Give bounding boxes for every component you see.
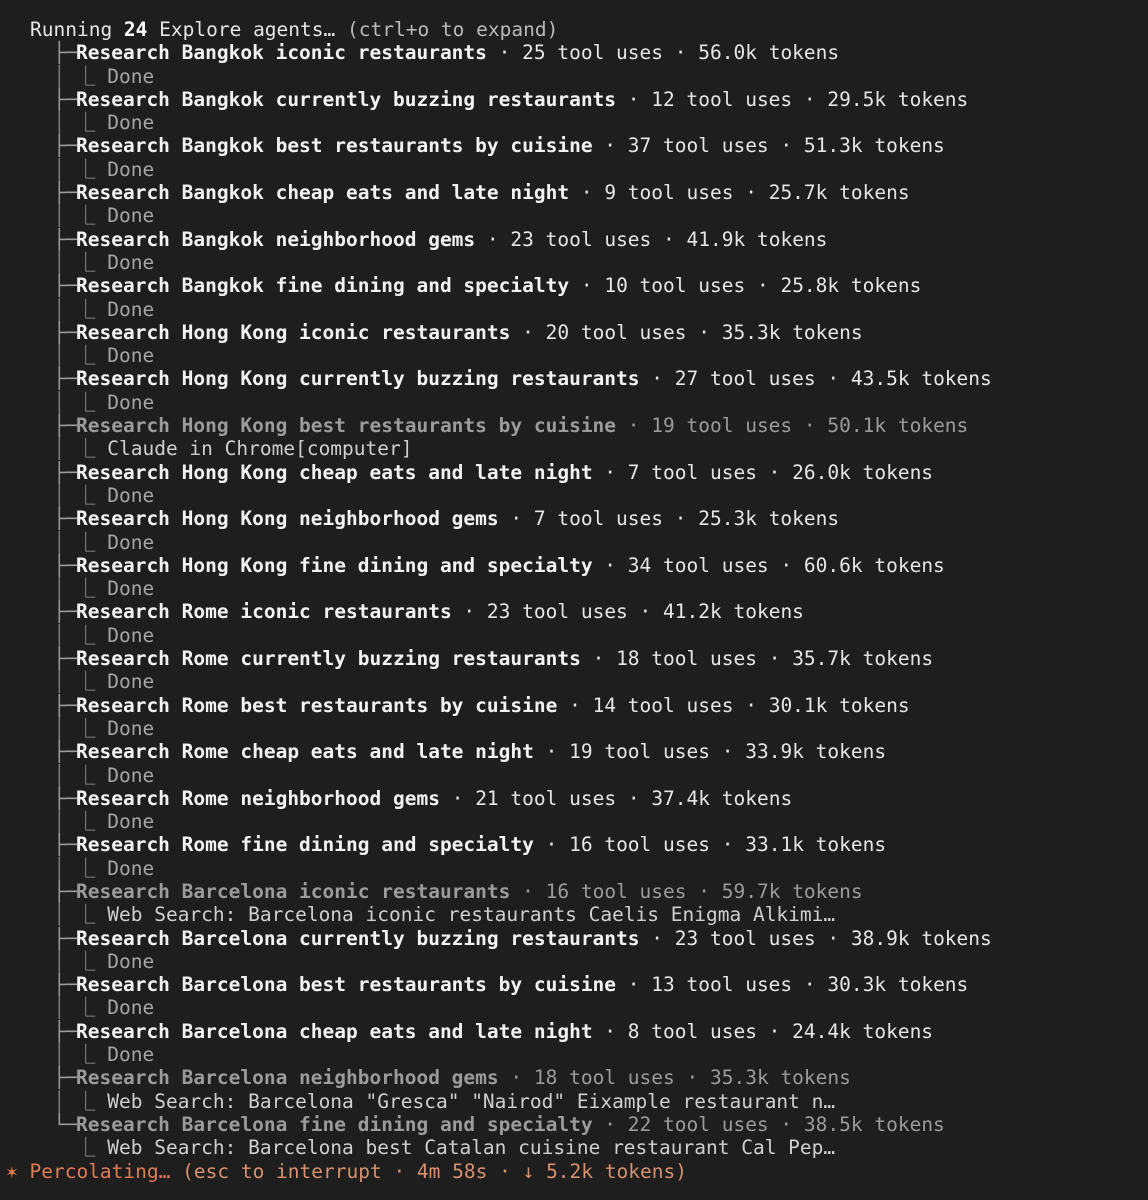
- agent-tokens: 41.2k tokens: [663, 600, 804, 624]
- agent-tokens: 56.0k tokens: [698, 41, 840, 65]
- agent-item[interactable]: [0, 927, 1148, 974]
- agent-tool-uses: 7 tool uses: [533, 507, 664, 531]
- agent-row: [0, 134, 1148, 157]
- tree-branch-icon: ├─: [30, 460, 77, 484]
- agent-status: Done: [107, 810, 155, 834]
- agent-status-row: [0, 624, 1148, 647]
- agent-sep: ·: [627, 600, 664, 624]
- tree-branch-icon: ├─: [30, 507, 77, 531]
- tree-branch-icon: ├─: [30, 274, 77, 298]
- tree-branch-icon: ├─: [30, 1019, 77, 1043]
- tree-line-icon: │: [30, 204, 77, 228]
- agent-sep: ·: [592, 553, 628, 577]
- agent-item[interactable]: [0, 414, 1148, 461]
- agent-item[interactable]: [0, 880, 1148, 927]
- agent-sep: ·: [710, 833, 746, 857]
- tree-line-icon: │: [30, 670, 77, 694]
- agent-title: Research Barcelona cheap eats and late night: [76, 1019, 593, 1043]
- tree-line-icon: │: [30, 1089, 77, 1113]
- agent-title: Research Barcelona fine dining and specialty: [76, 1112, 593, 1136]
- tree-line-icon: │: [30, 716, 77, 740]
- agent-sep: ·: [616, 786, 652, 810]
- agent-tokens: 33.1k tokens: [745, 833, 887, 857]
- agent-tool-uses: 23 tool uses: [674, 926, 816, 950]
- status-corner-icon: ⎿: [76, 670, 108, 694]
- agent-title: Research Rome fine dining and specialty: [76, 833, 534, 857]
- agent-status: Done: [107, 204, 155, 228]
- agent-sep: ·: [486, 41, 523, 65]
- agent-tokens: 43.5k tokens: [850, 367, 992, 391]
- agent-sep: ·: [580, 647, 617, 671]
- status-corner-icon: ⎿: [76, 437, 108, 461]
- agent-status: Done: [107, 111, 155, 135]
- agent-tool-uses: 25 tool uses: [522, 41, 664, 65]
- agent-status-row: [0, 158, 1148, 181]
- agent-tool-uses: 16 tool uses: [569, 833, 710, 857]
- agent-sep: ·: [815, 926, 851, 950]
- agent-sep: ·: [592, 460, 628, 484]
- agent-status: Done: [107, 390, 155, 414]
- agent-title: Research Rome neighborhood gems: [76, 786, 440, 810]
- agent-sep: ·: [498, 507, 534, 531]
- agent-tool-uses: 34 tool uses: [627, 553, 769, 577]
- agent-sep: ·: [792, 414, 828, 438]
- agent-tokens: 30.3k tokens: [827, 973, 969, 997]
- agent-item[interactable]: [0, 1113, 1148, 1160]
- agent-title: Research Bangkok cheap eats and late night: [76, 181, 570, 205]
- status-corner-icon: ⎿: [76, 530, 108, 554]
- agent-sep: ·: [674, 1066, 710, 1090]
- agent-row: [0, 1113, 1148, 1136]
- agent-item[interactable]: [0, 973, 1148, 1020]
- agent-tokens: 41.9k tokens: [686, 227, 828, 251]
- agent-row: [0, 367, 1148, 390]
- tree-line-icon: │: [30, 1043, 77, 1067]
- agent-tool-uses: 19 tool uses: [651, 414, 793, 438]
- status-corner-icon: ⎿: [76, 996, 108, 1020]
- agent-status-row: [0, 1043, 1148, 1066]
- status-corner-icon: ⎿: [76, 903, 108, 927]
- agent-title: Research Rome cheap eats and late night: [76, 740, 534, 764]
- agent-status-row: [0, 857, 1148, 880]
- tree-branch-icon: ├─: [30, 600, 77, 624]
- status-corner-icon: ⎿: [76, 390, 108, 414]
- agent-sep: ·: [792, 87, 828, 111]
- agent-status: Done: [107, 949, 155, 973]
- agent-status-row: [0, 65, 1148, 88]
- tree-line-icon: │: [30, 903, 77, 927]
- status-footer: [0, 1160, 1148, 1183]
- agent-tool-uses: 23 tool uses: [486, 600, 628, 624]
- agent-title: Research Rome iconic restaurants: [76, 600, 452, 624]
- tree-branch-icon: ├─: [30, 740, 77, 764]
- agent-status-row: [0, 251, 1148, 274]
- agent-item[interactable]: [0, 1066, 1148, 1113]
- agent-sep: ·: [451, 600, 487, 624]
- agent-row: [0, 414, 1148, 437]
- agent-status-row: [0, 344, 1148, 367]
- agent-tokens: 25.8k tokens: [780, 274, 922, 298]
- agent-status-row: [0, 204, 1148, 227]
- agent-sep: ·: [569, 181, 605, 205]
- agent-sep: ·: [616, 973, 652, 997]
- tree-branch-icon: ├─: [30, 553, 77, 577]
- agent-sep: ·: [686, 320, 722, 344]
- agent-tokens: 60.6k tokens: [803, 553, 945, 577]
- tree-line-icon: │: [30, 390, 77, 414]
- agent-sep: ·: [663, 507, 699, 531]
- agent-status: Web Search: Barcelona best Catalan cuisine restaurant Cal Pep…: [107, 1136, 836, 1160]
- status-corner-icon: ⎿: [76, 64, 108, 88]
- agent-sep: ·: [686, 879, 722, 903]
- agent-sep: ·: [792, 973, 828, 997]
- agent-title: Research Bangkok fine dining and specialty: [76, 274, 570, 298]
- agent-status-row: [0, 111, 1148, 134]
- agent-tokens: 35.7k tokens: [792, 647, 934, 671]
- agent-row: [0, 554, 1148, 577]
- status-corner-icon: ⎿: [76, 949, 108, 973]
- agent-title: Research Barcelona currently buzzing restaurants: [76, 926, 640, 950]
- agent-item[interactable]: [0, 1020, 1148, 1067]
- agent-sep: ·: [498, 1066, 534, 1090]
- tree-branch-icon: ├─: [30, 41, 77, 65]
- agent-title: Research Hong Kong cheap eats and late night: [76, 460, 593, 484]
- agent-sep: ·: [475, 227, 511, 251]
- tree-line-icon: │: [30, 996, 77, 1020]
- agent-sep: ·: [592, 1112, 628, 1136]
- agent-item[interactable]: [0, 600, 1148, 647]
- agent-row: [0, 321, 1148, 344]
- tree-branch-icon: ├─: [30, 414, 77, 438]
- agent-status: Done: [107, 250, 155, 274]
- agent-sep: ·: [616, 87, 652, 111]
- agent-tool-uses: 14 tool uses: [592, 693, 734, 717]
- agent-item[interactable]: [0, 367, 1148, 414]
- status-corner-icon: ⎿: [76, 250, 108, 274]
- tree-branch-icon: ├─: [30, 320, 77, 344]
- agent-row: [0, 740, 1148, 763]
- agent-row: [0, 647, 1148, 670]
- agent-row: [0, 181, 1148, 204]
- agent-sep: ·: [768, 134, 804, 158]
- agent-sep: ·: [639, 367, 675, 391]
- header-label: Explore agents…: [147, 18, 347, 41]
- agent-title: Research Barcelona best restaurants by cuisine: [76, 973, 617, 997]
- agent-tokens: 37.4k tokens: [651, 786, 793, 810]
- agent-tool-uses: 10 tool uses: [604, 274, 746, 298]
- agent-item[interactable]: [0, 833, 1148, 880]
- status-corner-icon: ⎿: [76, 763, 108, 787]
- status-corner-icon: ⎿: [76, 483, 108, 507]
- agent-tokens: 26.0k tokens: [792, 460, 934, 484]
- agent-row: [0, 41, 1148, 64]
- agent-row: [0, 600, 1148, 623]
- tree-branch-icon: ├─: [30, 693, 77, 717]
- agent-status: Done: [107, 763, 155, 787]
- agent-title: Research Hong Kong fine dining and specialty: [76, 553, 593, 577]
- agent-sep: ·: [768, 553, 804, 577]
- agent-item[interactable]: [0, 321, 1148, 368]
- interrupt-hint: (esc to interrupt · 4m 58s · ↓ 5.2k tokens): [182, 1159, 687, 1183]
- agent-sep: ·: [592, 1019, 628, 1043]
- agent-sep: ·: [756, 1019, 793, 1043]
- tree-line-icon: │: [30, 949, 77, 973]
- agent-status: Done: [107, 297, 155, 321]
- agents-header: [0, 18, 1148, 41]
- agent-sep: ·: [663, 41, 699, 65]
- agent-count: 24: [123, 18, 148, 41]
- tree-line-icon: │: [30, 530, 77, 554]
- agent-status: Web Search: Barcelona "Gresca" "Nairod" Eixample restaurant n…: [107, 1089, 836, 1113]
- agent-row: [0, 228, 1148, 251]
- agent-row: [0, 927, 1148, 950]
- tree-branch-icon: ├─: [30, 879, 77, 903]
- agent-title: Research Hong Kong currently buzzing restaurants: [76, 367, 640, 391]
- status-corner-icon: ⎿: [76, 204, 108, 228]
- agent-row: [0, 880, 1148, 903]
- agent-status-row: [0, 950, 1148, 973]
- agent-tool-uses: 9 tool uses: [604, 181, 734, 205]
- status-corner-icon: ⎿: [76, 1089, 108, 1113]
- agent-status: Done: [107, 577, 155, 601]
- agent-status-row: [0, 298, 1148, 321]
- agent-row: [0, 787, 1148, 810]
- agent-sep: ·: [651, 227, 687, 251]
- agent-tool-uses: 23 tool uses: [510, 227, 652, 251]
- agent-sep: ·: [756, 460, 793, 484]
- agent-row: [0, 1020, 1148, 1043]
- tree-line-icon: [30, 1136, 76, 1159]
- agent-item[interactable]: [0, 274, 1148, 321]
- status-corner-icon: ⎿: [76, 577, 108, 601]
- agent-sep: ·: [533, 740, 570, 764]
- status-corner-icon: ⎿: [76, 810, 108, 834]
- status-corner-icon: ⎿: [76, 297, 108, 321]
- agent-tool-uses: 20 tool uses: [545, 320, 687, 344]
- agent-title: Research Bangkok iconic restaurants: [76, 41, 487, 65]
- agent-status-row: [0, 810, 1148, 833]
- agent-status: Done: [107, 64, 155, 88]
- agent-status-row: [0, 577, 1148, 600]
- agent-status: Done: [107, 670, 155, 694]
- agent-tool-uses: 19 tool uses: [569, 740, 710, 764]
- agent-sep: ·: [639, 926, 675, 950]
- agent-item[interactable]: [0, 461, 1148, 508]
- agent-tool-uses: 8 tool uses: [627, 1019, 757, 1043]
- tree-branch-icon: ├─: [30, 227, 77, 251]
- agent-tool-uses: 16 tool uses: [545, 879, 687, 903]
- agent-sep: ·: [557, 693, 593, 717]
- agent-tokens: 25.7k tokens: [768, 181, 910, 205]
- agent-status: Done: [107, 623, 155, 647]
- agent-title: Research Barcelona iconic restaurants: [76, 879, 511, 903]
- agent-title: Research Bangkok neighborhood gems: [76, 227, 476, 251]
- agent-item[interactable]: [0, 181, 1148, 228]
- agent-tool-uses: 22 tool uses: [627, 1112, 769, 1136]
- agent-status-row: [0, 717, 1148, 740]
- agent-title: Research Bangkok best restaurants by cuisine: [76, 134, 593, 158]
- agent-status: Done: [107, 856, 155, 880]
- agent-sep: ·: [592, 134, 628, 158]
- agent-title: Research Hong Kong neighborhood gems: [76, 507, 499, 531]
- agent-tool-uses: 18 tool uses: [533, 1066, 675, 1090]
- agent-item[interactable]: [0, 554, 1148, 601]
- status-corner-icon: ⎿: [76, 1136, 108, 1160]
- tree-line-icon: │: [30, 344, 77, 368]
- tree-branch-icon: ├─: [30, 973, 77, 997]
- tree-branch-icon: ├─: [30, 647, 77, 671]
- agent-list: [0, 41, 1148, 1159]
- agent-sep: ·: [439, 786, 476, 810]
- agent-sep: ·: [616, 414, 652, 438]
- agent-status: Done: [107, 1043, 155, 1067]
- agent-title: Research Hong Kong best restaurants by cuisine: [76, 414, 617, 438]
- agent-title: Research Bangkok currently buzzing restaurants: [76, 87, 617, 111]
- agent-status: Done: [107, 157, 155, 181]
- tree-line-icon: │: [30, 111, 77, 135]
- agent-status: Done: [107, 483, 155, 507]
- terminal-output: [0, 18, 1148, 1183]
- agent-tool-uses: 18 tool uses: [616, 647, 757, 671]
- agent-tokens: 35.3k tokens: [710, 1066, 851, 1090]
- tree-branch-icon: ├─: [30, 786, 77, 810]
- agent-tokens: 30.1k tokens: [768, 693, 910, 717]
- agent-status: Claude in Chrome[computer]: [107, 437, 413, 461]
- agent-tool-uses: 21 tool uses: [475, 786, 617, 810]
- agent-row: [0, 507, 1148, 530]
- agent-row: [0, 973, 1148, 996]
- agent-status-row: [0, 764, 1148, 787]
- agent-status-row: [0, 903, 1148, 926]
- agent-tool-uses: 12 tool uses: [651, 87, 793, 111]
- agent-row: [0, 274, 1148, 297]
- agent-row: [0, 833, 1148, 856]
- agent-item[interactable]: [0, 507, 1148, 554]
- agent-title: Research Barcelona neighborhood gems: [76, 1066, 499, 1090]
- agent-sep: ·: [510, 320, 546, 344]
- agent-tokens: 29.5k tokens: [827, 87, 969, 111]
- agent-tokens: 51.3k tokens: [803, 134, 945, 158]
- agent-status: Done: [107, 716, 155, 740]
- agent-tokens: 35.3k tokens: [721, 320, 863, 344]
- agent-tool-uses: 7 tool uses: [627, 460, 757, 484]
- agent-sep: ·: [745, 274, 781, 298]
- tree-branch-icon: ├─: [30, 367, 77, 391]
- tree-branch-icon: ├─: [30, 926, 77, 950]
- agent-tool-uses: 27 tool uses: [674, 367, 816, 391]
- tree-line-icon: │: [30, 437, 77, 461]
- tree-line-icon: │: [30, 297, 77, 321]
- agent-sep: ·: [510, 879, 546, 903]
- agent-status-row: [0, 484, 1148, 507]
- agent-item[interactable]: [0, 787, 1148, 834]
- agent-tokens: 38.5k tokens: [803, 1112, 945, 1136]
- tree-line-icon: │: [30, 250, 77, 274]
- header-prefix: Running: [30, 18, 124, 41]
- agent-sep: ·: [533, 833, 570, 857]
- agent-status: Web Search: Barcelona iconic restaurants Caelis Enigma Alkimi…: [107, 903, 836, 927]
- agent-status: Done: [107, 344, 155, 368]
- tree-branch-icon: ├─: [30, 181, 77, 205]
- agent-tokens: 24.4k tokens: [792, 1019, 934, 1043]
- tree-branch-icon: ├─: [30, 134, 77, 158]
- agent-status-row: [0, 391, 1148, 414]
- expand-hint[interactable]: (ctrl+o to expand): [347, 18, 559, 41]
- agent-tokens: 33.9k tokens: [745, 740, 887, 764]
- agent-item[interactable]: [0, 228, 1148, 275]
- agent-item[interactable]: [0, 694, 1148, 741]
- status-corner-icon: ⎿: [76, 157, 108, 181]
- status-corner-icon: ⎿: [76, 344, 108, 368]
- tree-line-icon: │: [30, 856, 77, 880]
- tree-branch-icon: └─: [30, 1112, 77, 1136]
- tree-branch-icon: ├─: [30, 833, 77, 857]
- agent-row: [0, 461, 1148, 484]
- agent-item[interactable]: [0, 647, 1148, 694]
- tree-line-icon: │: [30, 623, 77, 647]
- agent-row: [0, 1066, 1148, 1089]
- agent-tokens: 38.9k tokens: [850, 926, 992, 950]
- agent-status-row: [0, 1090, 1148, 1113]
- agent-row: [0, 88, 1148, 111]
- agent-sep: ·: [756, 647, 793, 671]
- agent-status-row: [0, 1136, 1148, 1159]
- agent-sep: ·: [733, 181, 769, 205]
- status-corner-icon: ⎿: [76, 856, 108, 880]
- agent-item[interactable]: [0, 41, 1148, 88]
- status-label: Percolating…: [17, 1159, 183, 1183]
- tree-line-icon: │: [30, 577, 77, 601]
- agent-item[interactable]: [0, 88, 1148, 135]
- agent-title: Research Rome best restaurants by cuisine: [76, 693, 558, 717]
- agent-sep: ·: [733, 693, 769, 717]
- agent-tokens: 50.1k tokens: [827, 414, 969, 438]
- agent-row: [0, 694, 1148, 717]
- agent-tool-uses: 13 tool uses: [651, 973, 793, 997]
- agent-item[interactable]: [0, 134, 1148, 181]
- agent-tokens: 59.7k tokens: [721, 879, 863, 903]
- agent-title: Research Hong Kong iconic restaurants: [76, 320, 511, 344]
- tree-branch-icon: ├─: [30, 1066, 77, 1090]
- spinner-icon: ✶: [6, 1159, 18, 1183]
- agent-status: Done: [107, 996, 155, 1020]
- tree-line-icon: │: [30, 810, 77, 834]
- status-corner-icon: ⎿: [76, 716, 108, 740]
- agent-title: Research Rome currently buzzing restaurants: [76, 647, 581, 671]
- tree-line-icon: │: [30, 763, 77, 787]
- agent-status-row: [0, 437, 1148, 460]
- agent-sep: ·: [710, 740, 746, 764]
- agent-status: Done: [107, 530, 155, 554]
- tree-line-icon: │: [30, 483, 77, 507]
- tree-line-icon: │: [30, 157, 77, 181]
- agent-status-row: [0, 996, 1148, 1019]
- agent-tool-uses: 37 tool uses: [627, 134, 769, 158]
- tree-branch-icon: ├─: [30, 87, 77, 111]
- status-corner-icon: ⎿: [76, 623, 108, 647]
- status-corner-icon: ⎿: [76, 1043, 108, 1067]
- agent-sep: ·: [815, 367, 851, 391]
- agent-sep: ·: [768, 1112, 804, 1136]
- tree-line-icon: │: [30, 64, 77, 88]
- agent-tokens: 25.3k tokens: [698, 507, 840, 531]
- agent-status-row: [0, 670, 1148, 693]
- agent-item[interactable]: [0, 740, 1148, 787]
- status-corner-icon: ⎿: [76, 111, 108, 135]
- agent-sep: ·: [569, 274, 605, 298]
- agent-status-row: [0, 531, 1148, 554]
